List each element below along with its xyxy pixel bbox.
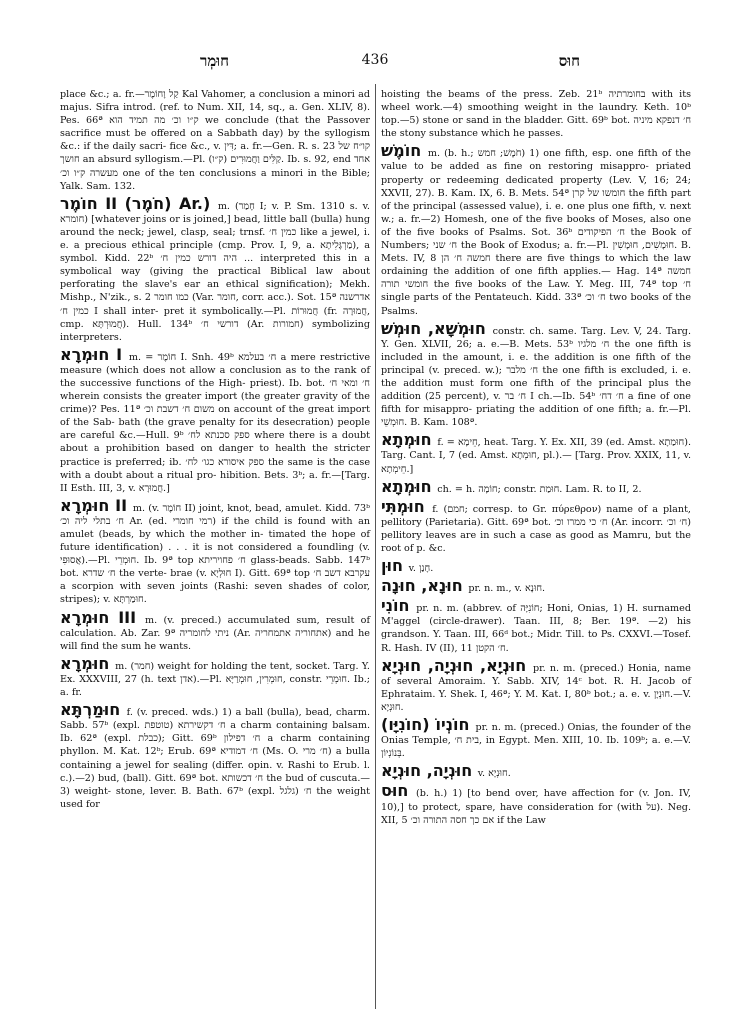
dictionary-entry <box>381 88 691 140</box>
dictionary-entry <box>60 702 370 811</box>
entry-text-line: constr. ch. same. Targ. Lev. V, 24. <box>492 325 666 337</box>
entry-text-line: the same is the case with a doubt about a ritual pro- <box>60 456 370 481</box>
entry-text-line: ח׳ דפילון a charm containing phyllon. M. Kat. 12ᵇ; Erub. 69ª <box>60 733 370 758</box>
dictionary-entry <box>60 653 371 699</box>
entry-text-line: place &c.; a. fr.—קַל וָחוֹמֶר Kal Vahomer, a conclusion <box>60 89 314 100</box>
entry-text-line: one fifth is included in the amount, i. e. the addition is <box>381 338 691 363</box>
dictionary-entry <box>381 143 691 317</box>
entry-text-line: surnamed M'aggel (circle-drawer). Taan. III, 8; Ber. 19ª. <box>381 603 691 628</box>
entry-text-line: Jacob of Ephrataim. Y. Shek. I, 46ª; Y. M. Kat. I, 80ᵇ <box>381 675 691 700</box>
dictionary-entry <box>60 193 371 344</box>
entry-text-line: כמין ח׳ like a jewel, i. e. a precious ethical principle <box>60 226 370 252</box>
entry-headword: חוּמְשָׁא, חוּמְשׁ <box>381 318 493 338</box>
dictionary-entry <box>60 88 370 193</box>
dictionary-entry <box>60 495 370 607</box>
right-column <box>381 88 691 830</box>
entry-headword: חוֹמֶר II (חֹמֶר) Ar.) <box>60 193 218 213</box>
entry-text-line: one fifth is excluded, i. e. the addition must form one <box>381 364 691 389</box>
entry-headword: חוּמְרָא <box>60 653 116 673</box>
entry-text-line: good as Mamru, but the root of p. &c. <box>381 529 691 554</box>
right-running-head: חוּס <box>558 52 580 70</box>
entry-headword: חוּמְתָא <box>381 476 438 496</box>
entry-headword: חוּמְתִּי <box>381 496 433 516</box>
entry-headword: חוּמְתָא <box>381 430 438 450</box>
entry-text-line: Amst. חוּמַתָא). Targ. Cant. I, 7 (ed. Amst. חוּמְתָא, pl.).— <box>381 437 692 462</box>
entry-headword: חוּמְרָא I <box>60 344 129 364</box>
entry-text-line: Targ. Y. Gen. XLVII, 26; a. e.—B. Mets. 53ᵇ ח׳ מלגיו the <box>381 325 691 350</box>
entry-text-line: Ib. 109ᵇ; a. e.—V. בְּנוֹנְיוֹן. <box>381 735 691 760</box>
left-running-head: חוּמְר <box>200 52 229 70</box>
entry-text-line: of the Onias Temple, בית ח׳, in Egypt. Men. XIII, 10. <box>381 722 691 747</box>
entry-text-line: B. Mets. IV, 8 חמשה ח׳ הן there are five things to which <box>381 240 691 265</box>
entry-text-line: minori in the Bible; Yalk. Sam. 132. <box>60 167 370 192</box>
entry-text-line: v. חָנַן. <box>408 563 434 575</box>
entry-text-line: the stricter practice is preferred; ib. ספק איסורא כגו׳ לח׳ <box>60 443 370 468</box>
entry-text-line: pr. n. m., v. חוּנָא. <box>468 583 546 595</box>
dictionary-entry <box>381 783 691 826</box>
entry-text-line: Ps. CXXVI.—Tosef. R. Hash. IV (II), 11 ח׳ הקטן. <box>381 629 691 654</box>
entry-text-line: pr. n. m. (preced.) Onias, the founder <box>475 722 663 734</box>
entry-text-line: pret it symbolically.—Pl. חֲמוּרוֹת (fr. חֲמוּרָה, cmp. חֲמוּרְתָּא). <box>60 305 371 330</box>
entry-text-line: m. (v. חוֹמֶר II) joint, knot, bead, amulet. <box>132 502 326 514</box>
entry-text-line: Kidd. 33ª ח׳ וכ׳ two books of the Psalms. <box>381 292 692 317</box>
entry-text-line: charm. Sabb. 57ᵇ (expl. טוטפת) ח׳ דקשירתא a charm <box>60 707 371 732</box>
entry-headword: חוּס <box>381 781 417 801</box>
entry-text-line: stone, lever. B. Bath. 67ᵇ (expl. גלגל) ח׳ the weight used for <box>60 785 370 810</box>
entry-text-line: found with an amulet (beads, by which the mother in- <box>60 515 370 540</box>
entry-text-line: fifth of the principal plus the addition (25 percent), v. <box>381 377 691 403</box>
entry-text-line: a plant, pellitory (Parietaria). Gitt. 69ª bot. ח׳ כי ממרו וכ׳ <box>381 503 691 528</box>
left-column <box>60 88 370 814</box>
entry-text-line: v. חוּמַרְתָּא. <box>103 594 147 606</box>
entry-text-line: (bulla) hung around the neck; jewel, clasp, seal; trnsf. <box>60 213 371 238</box>
entry-text-line: bot.; a. e. v. חוּנְיָן.—V. חוּנְיָא. <box>381 688 691 713</box>
entry-text-line: of Psalms. Sot. 36ᵇ ח׳ הפיקודים the Book of Numbers; <box>381 226 691 252</box>
entry-text-line: (Ar. incorr. ח׳ וכ׳) pellitory leaves are in such a case as <box>381 516 691 541</box>
entry-text-line: —2) his grandson. Y. Taan. III, 66ᵈ bot.; Midr. Till. to <box>381 616 691 641</box>
dictionary-entry <box>381 717 691 760</box>
entry-text-line: sq., a. Gen. XLIV, 8). Pes. 66ª ק״ו וכ׳ מה תמיד הוא <box>60 102 370 127</box>
entry-text-line: Targ. Y. Ex. XXXVIII, 27 (h. text אדן).—Pl. חוּמְרִין, <box>60 660 370 685</box>
entry-text-line: sealing (differ. opin. v. Rashi to Erub. l. c.).—2) bud, (ball). <box>60 759 370 784</box>
dictionary-entry <box>381 763 691 780</box>
entry-headword: חוּנָא, חוּנָה <box>381 576 469 596</box>
entry-text-line: חוּמְרַיָּא, constr. חוּמְרֵי. Ib.; a. fr. <box>60 673 371 699</box>
entry-text-line: restrictive measure (which does not allow a conclusion <box>60 351 370 376</box>
entry-text-line: m. (v. preced.) accumulated sum, result <box>144 614 361 626</box>
entry-text-line: m. (b. h.; חֹמֶשׁ; חמש) 1) one fifth, esp. one fifth <box>427 148 662 160</box>
entry-text-line: a minori ad majus. Sifra introd. (ref. to Num. XII, 14, <box>60 89 370 114</box>
entry-text-line: (with על). Neg. XII, 5 אם כך חסה התורה וכ׳ if the Law <box>381 801 691 826</box>
entry-text-line: Jon. IV, 10),] to protect, spare, have consideration for <box>381 788 691 813</box>
entry-text-line: priest). Ib. bot. ח׳ ומאי ח׳ wherein consists the greater <box>60 377 370 403</box>
entry-text-line: one of the five books of Moses, also one of the five books <box>381 213 691 238</box>
entry-text-line: Kidd. 73ᵇ ח׳ בתלי ליה וכ׳ Ar. (ed. רמי חומרי) if the child is <box>60 502 370 527</box>
entry-text-line: ח׳ דשבת וכ׳ on account of the great import of the Sab- <box>60 404 370 429</box>
entry-text-line: f. (חמם; corresp. to Gr. πύρεθρον) name of <box>432 503 653 515</box>
entry-text-line: of the value to be added as fine on restoring misappro- <box>381 148 691 173</box>
entry-text-line: the law ordaining the addition of one fifth applies.— <box>381 253 691 278</box>
entry-text-line: ch. = h. חוֹמָה; constr. חוּמַת. Lam. R. to II, 2. <box>437 483 642 495</box>
entry-text-line: a Sabbath day) by the syllogism &c.: if the daily sacri- <box>60 128 370 153</box>
dictionary-entry <box>381 432 691 475</box>
entry-text-line: Hag. 14ª חמשה חומשי תורה the five books of the Law. <box>381 266 691 291</box>
dictionary-entry <box>381 578 691 595</box>
entry-text-line: doubt about a prohibition based on danger to health <box>60 430 370 455</box>
entry-text-line: v. חוּנְיָא. <box>477 768 511 780</box>
entry-headword: חוּמְרָא II <box>60 495 133 515</box>
entry-text-line: end אחד מעשרה ק״ו וכ׳ one of the ten conclusions a <box>60 154 370 179</box>
entry-text-line: pr. n. m. (preced.) Honia, <box>532 662 665 674</box>
entry-text-line: f. = חֵימָא, heat. Targ. Y. Ex. XII, 39 (ed. <box>437 437 628 449</box>
entry-text-line: i. e. one plus one fifth, v. next w.; a. fr.—2) Homesh, <box>381 200 691 225</box>
entry-text-line: של קרן the fifth part of the principal (assessed value), <box>381 187 691 212</box>
entry-text-line: bot. ח׳ דנפקא מיניה the stony substance which he passes. <box>381 115 691 140</box>
entry-text-line: timated the hope of future identification) . . . it is not <box>60 529 370 554</box>
entry-headword: חוּנְיָה, חוּנְיָא <box>381 761 478 781</box>
entry-text-line: Keth. 10ᵇ top.—5) stone or sand in the bladder. Gitt. 69ᵇ <box>381 102 692 127</box>
entry-text-line: f. (v. preced. wds.) 1) a ball (bulla), bead, <box>126 707 336 719</box>
entry-headword: חוּמְרָא III <box>60 607 145 627</box>
entry-headword: חוֹמֶשׁ <box>381 141 428 161</box>
dictionary-entry <box>381 496 691 555</box>
entry-text-line: (b. h.) 1) [to bend over, have affection for (v. <box>416 788 655 800</box>
entry-text-line: כמין ח׳ ... interpreted this in a symbolical way (giving <box>60 253 370 278</box>
entry-text-line: m. = חוֹמֶר I. Snh. 49ᵇ ח׳ בעלמא a mere <box>128 351 320 363</box>
entry-text-line: [Targ. Prov. XXIX, 11, v. חֵימְתָא.] <box>381 450 692 475</box>
entry-text-line: (cmp. Prov. I, 9, a. מַרְגָּלִיתָא), a symbol. Kidd. 22ᵇ היה דורש <box>60 240 370 265</box>
entry-text-line: absurd syllogism.—Pl. קַלִּים וַחֲמוּרִים (ק״ו). Ib. s. 92, <box>97 154 333 166</box>
entry-text-line: Y. Meg. III, 74ª top ח׳ single parts of the Pentateuch. <box>381 279 691 304</box>
entry-text-line: Gitt. 69ª bot. ח׳ דכשותא the bud of cuscuta.—3) weight- <box>60 772 370 797</box>
entry-headword: חוֹנִי <box>381 596 417 616</box>
entry-headword: חוֹנְיוֹ (חוֹנִיָּו) <box>381 715 476 735</box>
entry-text-line: fice &c., v. דִּין; a. fr.—Gen. R. s. 23 קו״ח של חושך an <box>60 141 370 166</box>
entry-text-line: hibition. Bets. 3ᵇ; a. fr.—[Targ. II Esth. III, 3, v. חֲמוּרָא.] <box>60 469 371 494</box>
entry-text-line: ח׳ פחויריתא glass-beads. Sabb. 147ᵇ bot. ח׳ שדרא the verte- <box>60 555 370 580</box>
entry-headword: חוּנְיָא, חוּנְיָה, חוּנְיָא <box>381 655 533 675</box>
entry-text-line: of calculation. Ab. Zar. 9ª ניתי לחומריה (Ar. אתחוריה <box>60 614 370 639</box>
entry-text-line: one fifth of the principal (v. preced. w.); ח׳ מלבר the <box>381 351 691 376</box>
entry-text-line: (Var. חומר, corr. acc.). Sot. 15ª אדרשנה כמין ח׳ I shall inter- <box>60 292 370 317</box>
entry-text-line: priated property or redeeming dedicated property (Lev. <box>381 161 691 186</box>
entry-text-line: ח׳ שני the Book of Exodus; a. fr.—Pl. חוּמָשִׁים, חוּמָשִׁין. <box>433 240 681 252</box>
entry-text-line: with seven joints (Rashi: seven shades of color, stripes); <box>60 581 370 606</box>
entry-text-line: brae (v. חוּלְיָא I). Gitt. 69ª top עקרבא דשב ח׳ a scorpion <box>60 568 370 593</box>
entry-text-line: the practical Biblical law about perforating the slave's ear <box>60 266 371 291</box>
entry-text-line: m. (חמר) weight for holding the tent, socket. <box>115 660 334 672</box>
dictionary-entry <box>381 318 691 430</box>
page-header <box>60 52 690 74</box>
dictionary-entry <box>381 558 691 575</box>
entry-text-line: ח׳ דמודיא (Ms. O. ח׳ מרי) a bulla containing a jewel for <box>60 746 370 771</box>
dictionary-entry <box>60 607 370 653</box>
entry-text-line: hoisting the beams of the press. Zeb. 21ᵇ בחומרתיה with <box>381 89 680 100</box>
entry-text-line: s. v. חומרא) [whatever joins or is joined,] bead, little ball <box>60 200 370 225</box>
entry-headword: חוּמַרְתָּא <box>60 700 127 720</box>
entry-text-line: pr. n. m. (abbrev. of חוֹנִיָּה; Honi, Onias, 1) H. <box>416 603 643 615</box>
entry-text-line: containing balsam. Ib. 62ª (expl. כבלת); Gitt. 69ᵇ <box>60 720 371 745</box>
entry-text-line: we conclude (that the Passover sacrifice must be offered on <box>60 115 370 140</box>
entry-text-line: careful &c.—Hull. 9ᵇ ספק סכנתא לח׳ where there is a <box>80 430 342 442</box>
entry-text-line: Hull. 134ᵇ דורשי ח׳ (Ar. חמורות) symbolizing interpreters. <box>60 318 370 343</box>
entry-text-line: ח׳ בר I ch.—Ib. 54ᵇ ח׳ דח׳ a fine of one fifth for misappro- <box>381 391 691 416</box>
entry-text-line: import (the greater gravity of the crime)? Pes. 11ª משום <box>60 391 370 416</box>
entry-text-line: priating the addition of one fifth; a. fr.—Pl. חוּמְשֵׁי. B. <box>381 404 691 429</box>
dictionary-entry <box>60 344 371 495</box>
dictionary-entry <box>381 476 691 496</box>
entry-text-line: its wheel work.—4) smoothing weight in the laundry. <box>381 89 691 114</box>
entry-headword: חוּן <box>381 556 409 576</box>
entry-text-line: bath (the grave penalty for its desecration) people are <box>60 417 370 442</box>
page-number: 436 <box>361 52 389 68</box>
dictionary-entry <box>381 655 691 714</box>
entry-text-line: m. (חָמַר I; v. P. Sm. 1310 <box>217 200 350 212</box>
entry-text-line: an ethical signification); Mekh. Mishp., N'zik., s. 2 כמו חומר <box>60 279 371 304</box>
entry-text-line: name of several Amoraim. Y. Sabb. XIV, 14ᶜ bot. R. H. <box>381 662 691 687</box>
entry-text-line: Kam. 108ª. <box>423 417 478 429</box>
column-divider <box>375 84 376 1009</box>
dictionary-entry <box>381 598 691 654</box>
entry-text-line: V, 16; 24; XXVII, 27). B. Kam. IX, 6. B. Mets. 54ª חומשו <box>381 174 691 199</box>
entry-text-line: considered a foundling (v. אֲסוּפִי).—Pl. חוּמְרֵי. Ib. 9ª top <box>60 542 370 567</box>
entry-text-line: אתמחריה) and he will find the sum he wants. <box>60 627 370 652</box>
entry-text-line: as to the rank of the successive functions of the High- <box>60 364 371 389</box>
